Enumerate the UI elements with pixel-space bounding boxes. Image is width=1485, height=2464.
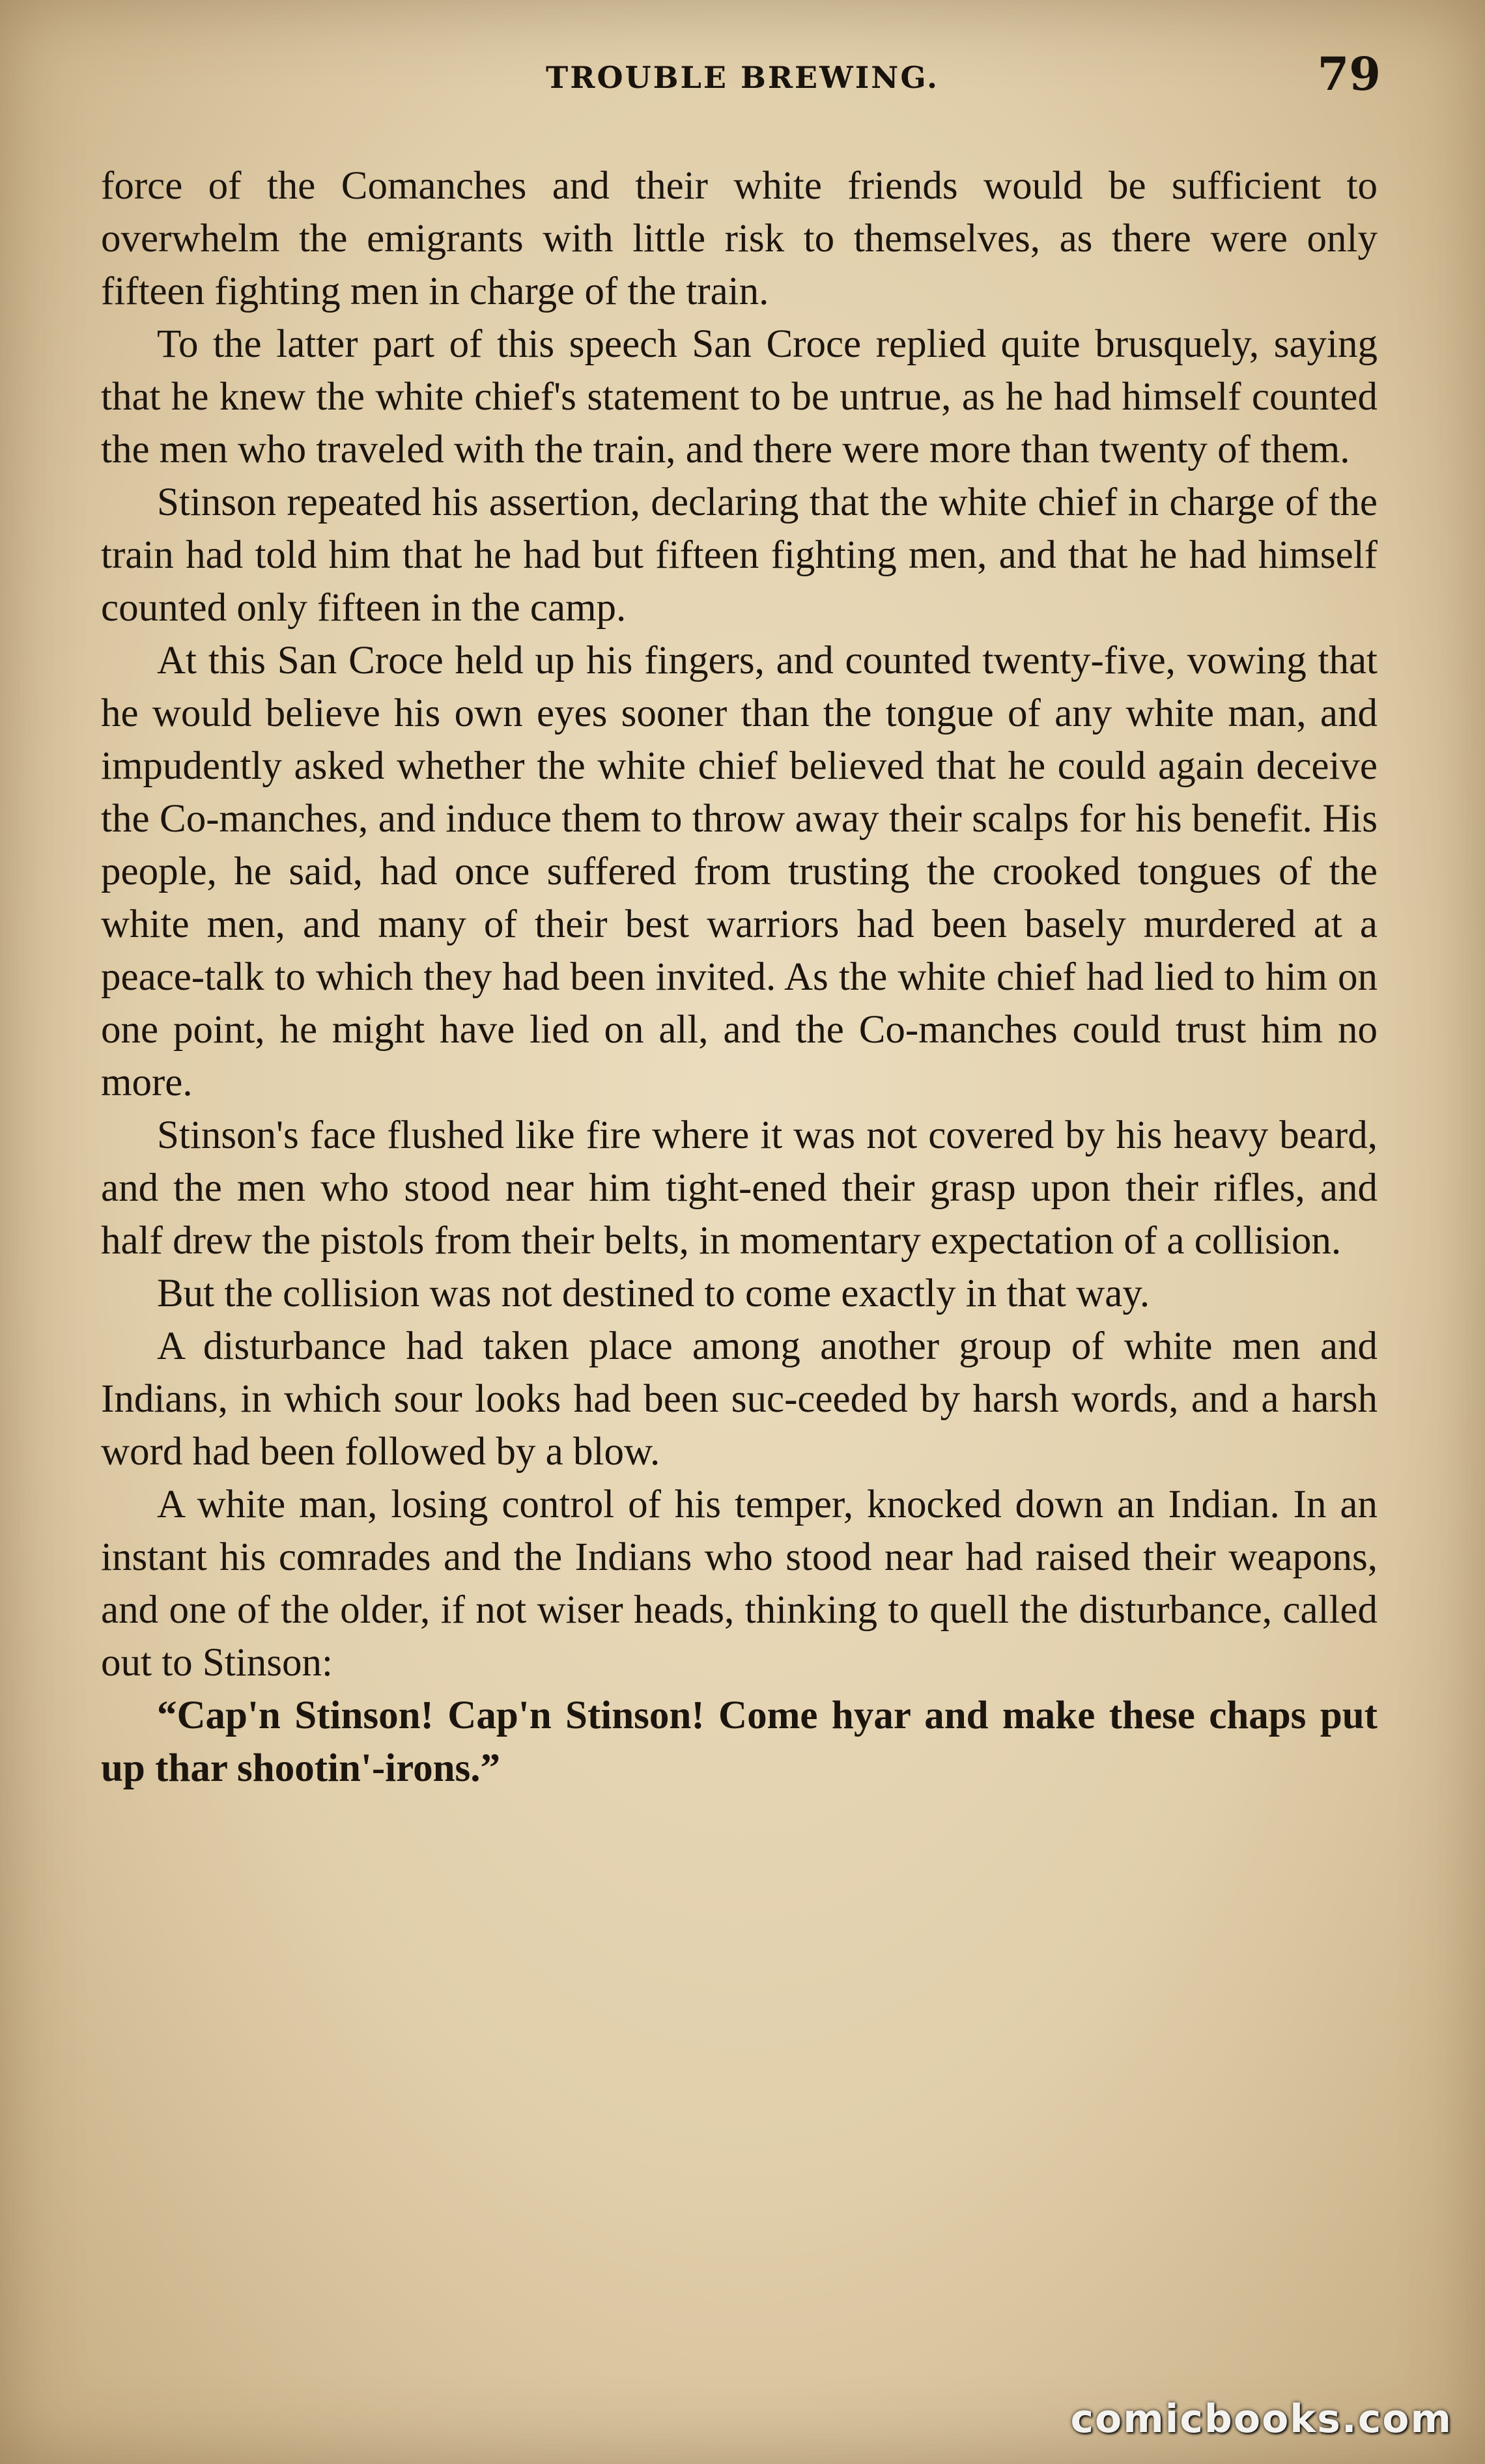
watermark-text: comicbooks.com [1070,2396,1452,2442]
paragraph-7: A disturbance had taken place among another group of white men and Indians, in which sour looks had been suc-ceeded by harsh words, and a harsh word had been followed by a blow. [101,1324,1378,1474]
paragraph-3: Stinson repeated his assertion, declaring that the white chief in charge of the train had told him that he had but fifteen fighting men, and that he had himself counted only fifteen in the camp. [101,481,1378,630]
paragraph-2: To the latter part of this speech San Croce replied quite brusquely, saying that he knew the white chief's statement to be untrue, as he had himself counted the men who traveled with the train, and there were more than twenty of them. [101,322,1378,471]
paragraph-4: At this San Croce held up his fingers, and counted twenty-five, vowing that he would believe his own eyes sooner than the tongue of any white man, and impudently asked whether the white chief believed that he could again deceive the Co-manches, and induce them to throw away their scalps for his benefit. His people, he said, had once suffered from trusting the crooked tongues of the white men, and many of their best warriors had been basely murdered at a peace-talk to which they had been invited. As the white chief had lied to him on one point, he might have lied on all, and the Co-manches could trust him no more. [101,639,1378,1104]
running-head-title: TROUBLE BREWING. [546,60,939,95]
paragraph-6: But the collision was not destined to come exactly in that way. [157,1272,1150,1315]
body-text [101,160,1378,1795]
paragraph-5: Stinson's face flushed like fire where it was not covered by his heavy beard, and the men who stood near him tight-ened their grasp upon their rifles, and half drew the pistols from their belts, in momentary expectation of a collision. [101,1113,1378,1263]
page-number: 79 [1317,47,1381,101]
paragraph-8: A white man, losing control of his temper, knocked down an Indian. In an instant his comrades and the Indians who stood near had raised their weapons, and one of the older, if not wiser heads, thinking to quell the disturbance, called out to Stinson: [101,1483,1378,1685]
paragraph-1: force of the Comanches and their white friends would be sufficient to overwhelm the emigrants with little risk to themselves, as there were only fifteen fighting men in charge of the train. [101,164,1378,313]
paragraph-9-dialogue: “Cap'n Stinson! Cap'n Stinson! Come hyar and make these chaps put up thar shootin'-irons.” [101,1694,1378,1790]
